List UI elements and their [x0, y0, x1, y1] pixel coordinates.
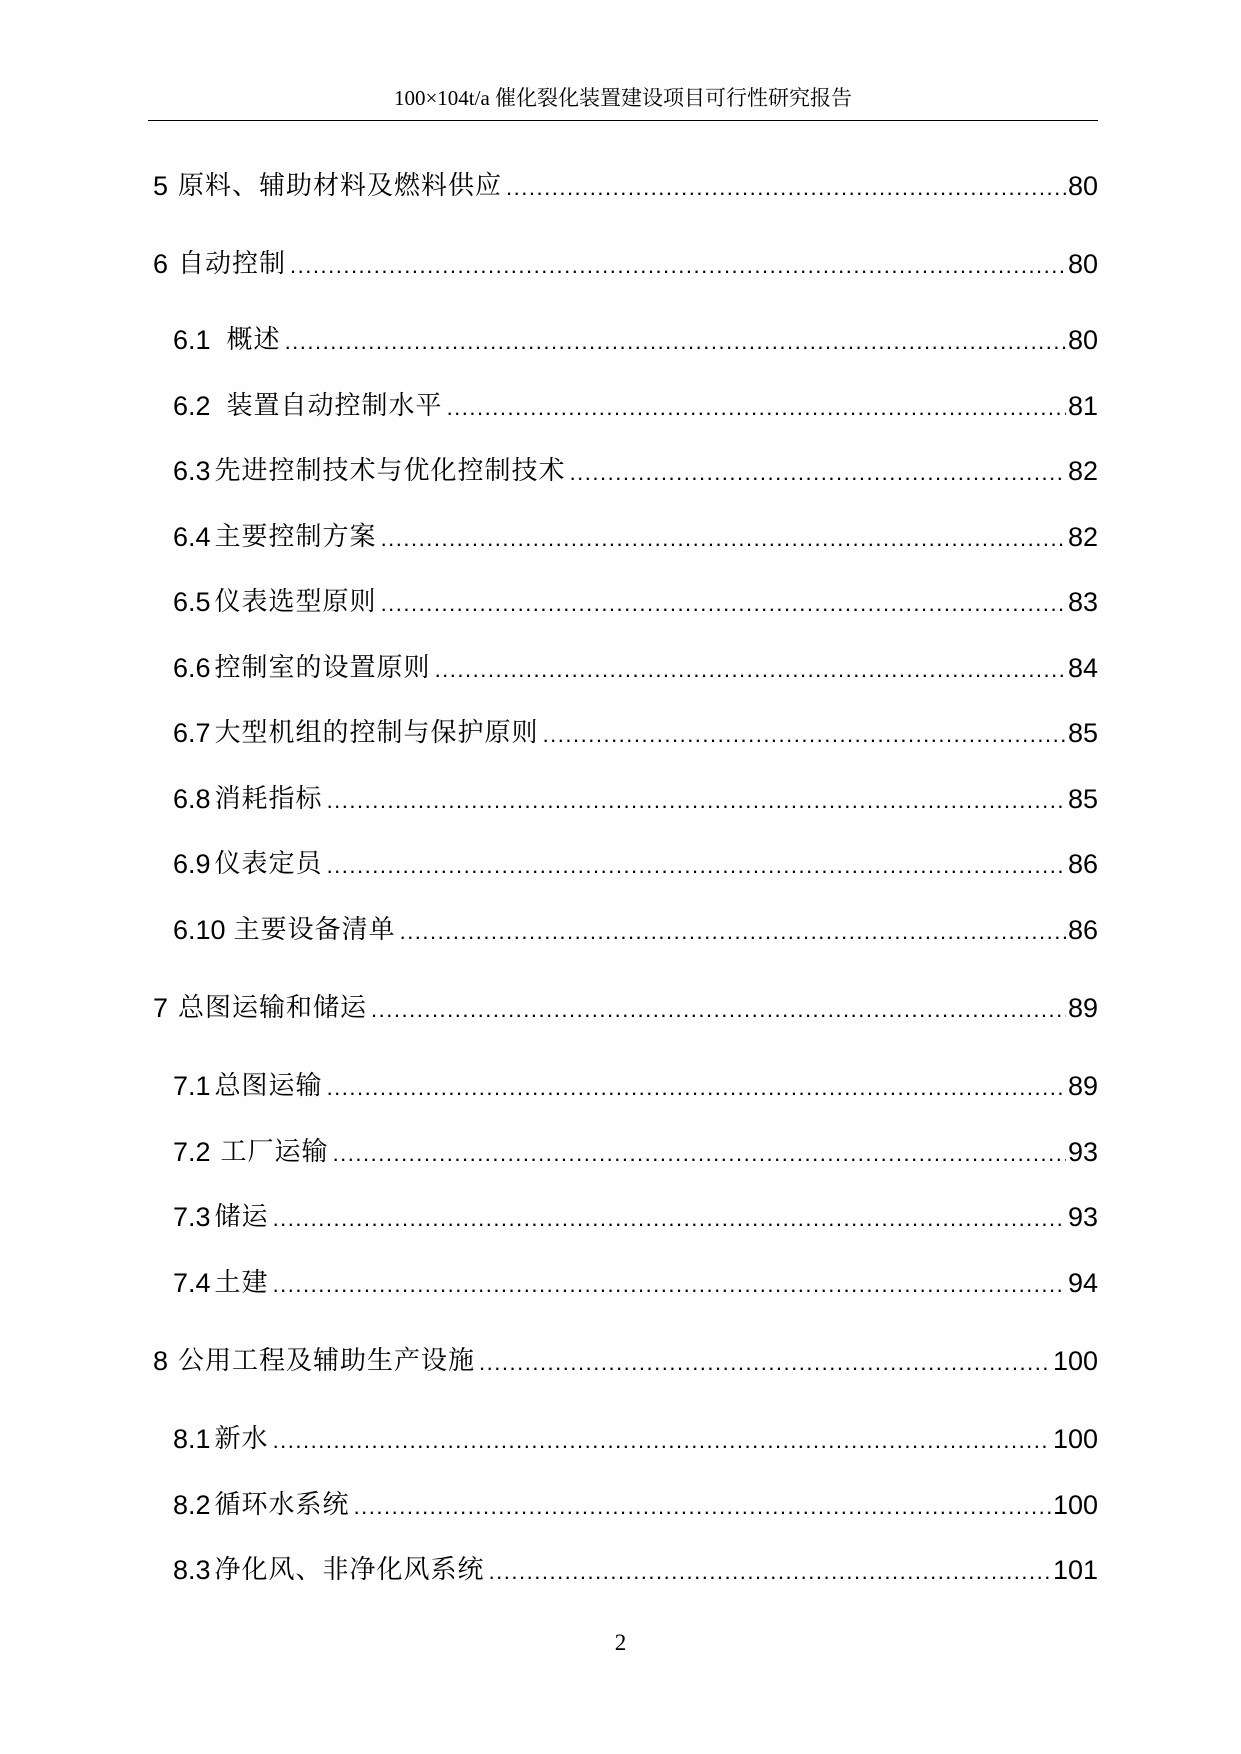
toc-number: 7: [153, 993, 169, 1023]
toc-page-number: 93: [1067, 1137, 1098, 1167]
toc-number: 6.4: [173, 522, 211, 552]
toc-number: 6.6: [173, 653, 211, 683]
toc-number: 7.2: [173, 1137, 211, 1167]
toc-title: 储运: [214, 1202, 269, 1232]
toc-number: 8.3: [173, 1555, 211, 1585]
toc-number: 6.2: [173, 391, 211, 421]
toc-title: 装置自动控制水平: [226, 391, 443, 421]
toc-page-number: 89: [1067, 1071, 1098, 1101]
toc-entry-6-8[interactable]: [173, 776, 1098, 816]
toc-number: 8.1: [173, 1424, 211, 1454]
toc-number: 8: [153, 1346, 169, 1376]
toc-page-number: 85: [1067, 718, 1098, 748]
toc-dot-leader: [489, 1557, 1051, 1587]
toc-entry-5[interactable]: [153, 163, 1098, 203]
toc-page-number: 89: [1067, 993, 1098, 1023]
toc-entry-6[interactable]: [153, 241, 1098, 281]
toc-page-number: 80: [1067, 171, 1098, 201]
toc-dot-leader: [447, 393, 1066, 423]
toc-title: 先进控制技术与优化控制技术: [214, 456, 566, 486]
toc-title: 主要设备清单: [233, 915, 396, 945]
toc-title: 主要控制方案: [214, 522, 377, 552]
toc-entry-6-5[interactable]: [173, 579, 1098, 619]
toc-dot-leader: [435, 655, 1066, 685]
toc-entry-6-3[interactable]: [173, 448, 1098, 488]
toc-title: 自动控制: [178, 249, 287, 279]
toc-entry-7[interactable]: [153, 985, 1098, 1025]
toc-page-number: 93: [1067, 1202, 1098, 1232]
toc-page-number: 82: [1067, 522, 1098, 552]
toc-title: 公用工程及辅助生产设施: [178, 1346, 476, 1376]
toc-page-number: 80: [1067, 325, 1098, 355]
toc-number: 7.1: [173, 1071, 211, 1101]
toc-page-number: 83: [1067, 587, 1098, 617]
toc-number: 8.2: [173, 1490, 211, 1520]
toc-entry-8-3[interactable]: [173, 1547, 1098, 1587]
toc-entry-6-7[interactable]: [173, 710, 1098, 750]
toc-title: 总图运输和储运: [178, 993, 368, 1023]
toc-entry-8-1[interactable]: [173, 1416, 1098, 1456]
toc-entry-6-2[interactable]: [173, 383, 1098, 423]
toc-dot-leader: [543, 720, 1066, 750]
toc-entry-6-10[interactable]: [173, 907, 1098, 947]
toc-title: 消耗指标: [214, 784, 323, 814]
toc-page-number: 100: [1052, 1346, 1098, 1376]
toc-title: 循环水系统: [214, 1490, 350, 1520]
toc-title: 大型机组的控制与保护原则: [214, 718, 539, 748]
toc-entry-7-4[interactable]: [173, 1260, 1098, 1300]
toc-number: 7.4: [173, 1268, 211, 1298]
toc-number: 6: [153, 249, 169, 279]
toc-number: 6.7: [173, 718, 211, 748]
toc-dot-leader: [381, 589, 1066, 619]
toc-dot-leader: [570, 458, 1066, 488]
toc-number: 6.1: [173, 325, 211, 355]
toc-title: 工厂运输: [220, 1137, 329, 1167]
toc-title: 控制室的设置原则: [214, 653, 431, 683]
toc-entry-6-1[interactable]: [173, 317, 1098, 357]
toc-entry-7-3[interactable]: [173, 1194, 1098, 1234]
toc-dot-leader: [273, 1426, 1051, 1456]
toc-title: 概述: [226, 325, 281, 355]
toc-page-number: 100: [1052, 1424, 1098, 1454]
toc-number: 6.8: [173, 784, 211, 814]
header-divider: [148, 120, 1098, 121]
toc-entry-6-9[interactable]: [173, 841, 1098, 881]
toc-dot-leader: [285, 327, 1066, 357]
toc-dot-leader: [371, 995, 1066, 1025]
toc-title: 总图运输: [214, 1071, 323, 1101]
toc-title: 净化风、非净化风系统: [214, 1555, 485, 1585]
toc-page-number: 86: [1067, 915, 1098, 945]
toc-title: 土建: [214, 1268, 269, 1298]
toc-page-number: 81: [1067, 391, 1098, 421]
toc-page-number: 84: [1067, 653, 1098, 683]
toc-page-number: 94: [1067, 1268, 1098, 1298]
toc-page-number: 101: [1052, 1555, 1098, 1585]
toc-title: 原料、辅助材料及燃料供应: [178, 171, 503, 201]
toc-page-number: 100: [1052, 1490, 1098, 1520]
toc-number: 5: [153, 171, 169, 201]
page-header-title: 100×104t/a 催化裂化装置建设项目可行性研究报告: [393, 86, 853, 110]
toc-dot-leader: [506, 173, 1066, 203]
page-number: 2: [614, 1630, 627, 1655]
toc-number: 6.9: [173, 849, 211, 879]
toc-dot-leader: [290, 251, 1066, 281]
toc-dot-leader: [354, 1492, 1051, 1522]
toc-number: 6.3: [173, 456, 211, 486]
toc-number: 6.5: [173, 587, 211, 617]
toc-entry-6-6[interactable]: [173, 645, 1098, 685]
toc-dot-leader: [273, 1270, 1066, 1300]
toc-dot-leader: [381, 524, 1066, 554]
toc-dot-leader: [479, 1348, 1051, 1378]
toc-title: 仪表定员: [214, 849, 323, 879]
toc-title: 新水: [214, 1424, 269, 1454]
toc-dot-leader: [327, 786, 1066, 816]
toc-entry-7-2[interactable]: [173, 1129, 1098, 1169]
toc-dot-leader: [400, 917, 1066, 947]
toc-entry-6-4[interactable]: [173, 514, 1098, 554]
toc-page-number: 82: [1067, 456, 1098, 486]
toc-number: 6.10: [173, 915, 226, 945]
toc-dot-leader: [327, 851, 1066, 881]
toc-page-number: 80: [1067, 249, 1098, 279]
toc-dot-leader: [273, 1204, 1066, 1234]
toc-entry-8[interactable]: [153, 1338, 1098, 1378]
toc-page-number: 86: [1067, 849, 1098, 879]
toc-dot-leader: [333, 1139, 1066, 1169]
toc-entry-7-1[interactable]: [173, 1063, 1098, 1103]
toc-title: 仪表选型原则: [214, 587, 377, 617]
toc-number: 7.3: [173, 1202, 211, 1232]
toc-entry-8-2[interactable]: [173, 1482, 1098, 1522]
toc-dot-leader: [327, 1073, 1066, 1103]
toc-page-number: 85: [1067, 784, 1098, 814]
